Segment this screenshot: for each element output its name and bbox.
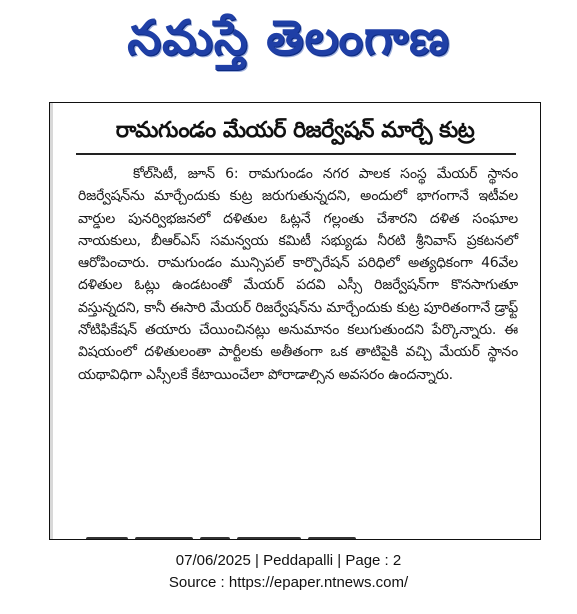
footer-source: Source : https://epaper.ntnews.com/ bbox=[168, 574, 409, 591]
clipping-footer bbox=[0, 550, 577, 594]
clipping-scan-edge bbox=[50, 103, 53, 539]
masthead-logo-text: నమస్తే తెలంగాణ bbox=[127, 10, 450, 66]
headline-divider bbox=[76, 153, 516, 155]
article-body: కోల్‌సిటీ, జూన్ 6: రామగుండం నగర పాలక సంస్థ మేయర్ స్థానం రిజర్వేషన్‌ను మార్చేందుకు కుట్ర జరుగుతున్నదని, అందులో భాగంగానే ఇటీవల వార్డుల పునర్విభజనలో దళితుల ఓట్లనే గల్లంతు చేశారని దళిత సంఘాల నాయకులు, బీఆర్‌ఎస్ సమన్వయ కమిటీ సభ్యుడు నీరటి శ్రీనివాస్ ప్రకటనలో ఆరోపించారు. రామగుండం మున్సిపల్ కార్పొరేషన్ పరిధిలో అత్యధికంగా 46వేల దళితుల ఓట్లు ఉండటంతో మేయర్ పదవి ఎస్సీ రిజర్వేషన్‌గా కొనసాగుతూ వస్తున్నదని, కానీ ఈసారి మేయర్ రిజర్వేషన్‌ను మార్చేందుకు కుట్ర పూరితంగానే డ్రాఫ్ట్ నోటిఫికేషన్ తయారు చేయించినట్లు అనుమానం కలుగుతుందని పేర్కొన్నారు. ఈ విషయంలో దళితులంతా పార్టీలకు అతీతంగా ఒక తాటిపైకి వచ్చి మేయర్ స్థానం యథావిధిగా ఎస్సీలకే కేటాయించేలా పోరాడాల్సిన అవసరం ఉందన్నారు. bbox=[78, 166, 518, 383]
newspaper-masthead bbox=[0, 0, 577, 88]
article-clipping bbox=[49, 102, 541, 540]
truncated-next-headline bbox=[86, 528, 406, 540]
article-headline: రామగుండం మేయర్ రిజర్వేషన్ మార్చే కుట్ర bbox=[115, 118, 475, 143]
footer-date-edition: 07/06/2025 | Peddapalli | Page : 2 bbox=[175, 552, 402, 569]
